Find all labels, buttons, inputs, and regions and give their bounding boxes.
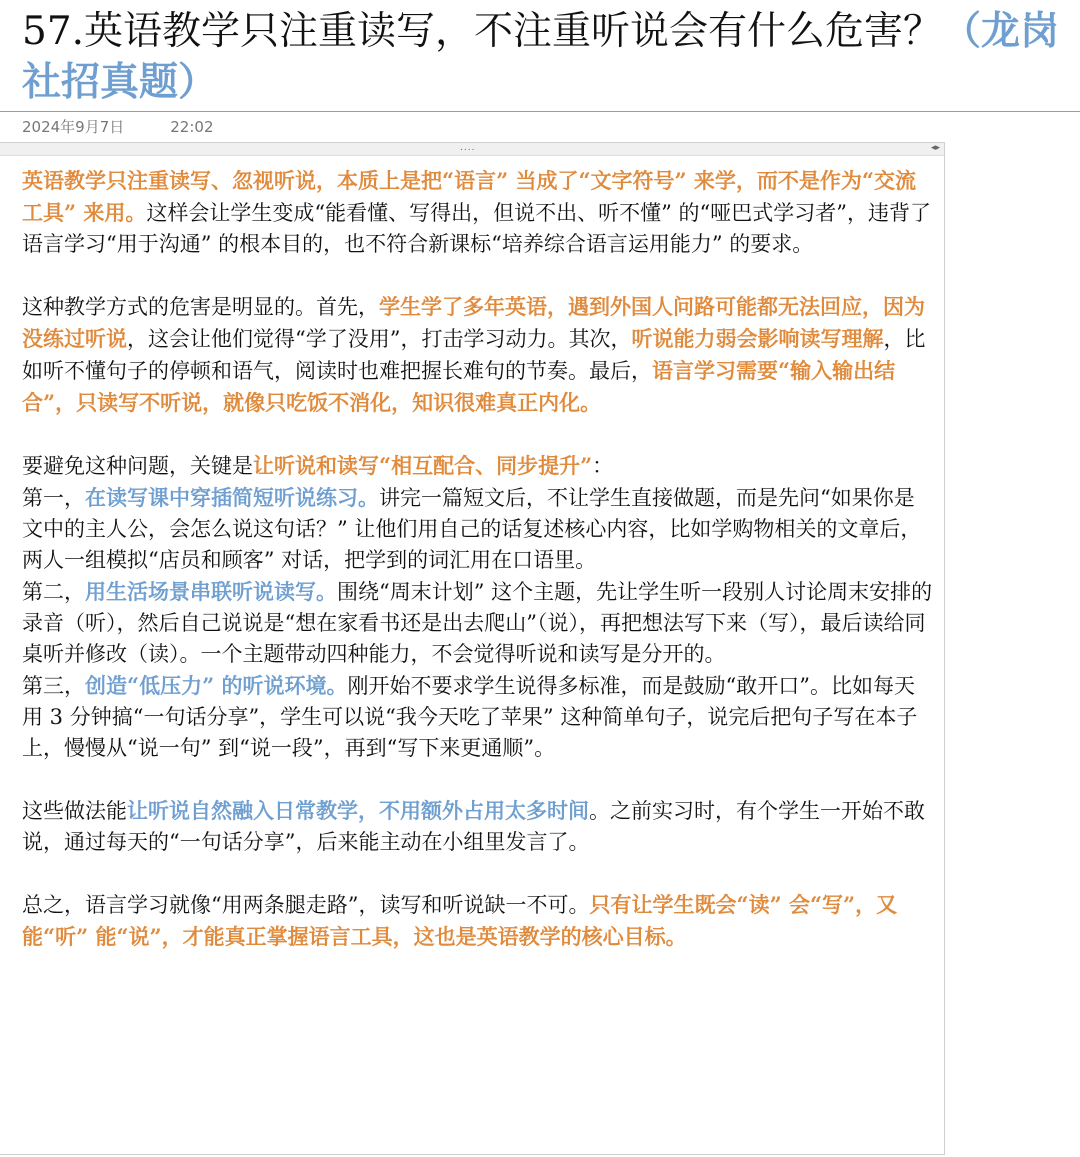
note-body[interactable] [22, 165, 934, 953]
highlighted-text-orange: 让听说和读写“相互配合、同步提升” [253, 453, 593, 478]
page-title [22, 6, 1074, 108]
title-tag: （龙岗社招真题） [22, 8, 1060, 105]
note-container[interactable] [0, 142, 945, 1155]
text-run: 讲完一篇短文后，不让学生直接做题，而是先问“如果你是文中的主人公，会怎么说这句话？” 让他们用自己的话复述核心内容，比如学购物相关的文章后，两人一组模拟“店员和顾客” 对话，把学到的词汇用在口语里。 [22, 486, 922, 572]
highlighted-text-orange: 听说能力弱会影响读写理解 [631, 326, 884, 351]
highlighted-text-orange: 只有让学生既会“读” 会“写”，又能“听” 能“说”，才能真正掌握语言工具，这也是英语教学的核心目标。 [22, 892, 898, 949]
drag-grip-icon[interactable]: .... [460, 143, 476, 153]
text-run: 围绕“周末计划” 这个主题，先让学生听一段别人讨论周末安排的录音（听），然后自己说说是“想在家看书还是出去爬山”（说），再把想法写下来（写），最后读给同桌听并修改（读）。一个主题带动四种能力，不会觉得听说和读写是分开的。 [22, 580, 933, 666]
text-run: 这种教学方式的危害是明显的。首先， [22, 295, 379, 319]
text-run: 第三， [22, 674, 85, 698]
paragraph-spacer [22, 260, 934, 291]
note-date: 2024年9月7日 [22, 118, 125, 136]
note-metadata [22, 116, 214, 138]
highlighted-text-blue: 创造“低压力” 的听说环境。 [85, 673, 348, 698]
text-run: 总之，语言学习就像“用两条腿走路”，读写和听说缺一不可。 [22, 893, 590, 917]
resize-arrows-icon[interactable]: ◂▸ [930, 143, 940, 153]
highlighted-text-blue: 在读写课中穿插简短听说练习。 [85, 485, 379, 510]
highlighted-text-orange: 英语教学只注重读写、忽视听说，本质上是把“语言” 当成了“文字符号” 来学，而不是作为“交流工具” 来用。 [22, 168, 917, 225]
paragraph [22, 450, 934, 482]
text-run: 这些做法能 [22, 799, 127, 823]
paragraph [22, 795, 934, 858]
text-run: ，这会让他们觉得“学了没用”，打击学习动力。其次， [127, 327, 632, 351]
paragraph [22, 165, 934, 260]
paragraph-spacer [22, 419, 934, 450]
paragraph [22, 291, 934, 419]
text-run: ，比如听不懂句子的停顿和语气，阅读时也难把握长难句的节奏。最后， [22, 327, 926, 383]
text-run: 第一， [22, 486, 85, 510]
title-divider [0, 111, 1080, 112]
text-run: 要避免这种问题，关键是 [22, 454, 253, 478]
note-time: 22:02 [170, 118, 214, 136]
title-text: 57.英语教学只注重读写，不注重听说会有什么危害？ [22, 9, 943, 54]
paragraph [22, 482, 934, 576]
text-run: ： [592, 454, 614, 478]
paragraph [22, 889, 934, 953]
highlighted-text-orange: 语言学习需要“输入输出结合”，只读写不听说，就像只吃饭不消化，知识很难真正内化。 [22, 358, 896, 415]
paragraph [22, 670, 934, 764]
note-container-handle-bar[interactable] [0, 143, 944, 156]
text-run: 刚开始不要求学生说得多标准，而是鼓励“敢开口”。比如每天用 3 分钟搞“一句话分享”，学生可以说“我今天吃了苹果” 这种简单句子，说完后把句子写在本子上，慢慢从“说一句” 到“说一段”，再到“写下来更通顺”。 [22, 674, 918, 760]
paragraph-spacer [22, 764, 934, 795]
highlighted-text-orange: 学生学了多年英语，遇到外国人问路可能都无法回应，因为没练过听说 [22, 294, 925, 351]
paragraph-spacer [22, 858, 934, 889]
text-run: 。之前实习时，有个学生一开始不敢说，通过每天的“一句话分享”，后来能主动在小组里发言了。 [22, 799, 925, 854]
highlighted-text-blue: 让听说自然融入日常教学，不用额外占用太多时间 [127, 798, 589, 823]
text-run: 这样会让学生变成“能看懂、写得出，但说不出、听不懂” 的“哑巴式学习者”，违背了语言学习“用于沟通” 的根本目的，也不符合新课标“培养综合语言运用能力” 的要求。 [22, 201, 932, 256]
highlighted-text-blue: 用生活场景串联听说读写。 [85, 579, 337, 604]
paragraph [22, 576, 934, 670]
text-run: 第二， [22, 580, 85, 604]
